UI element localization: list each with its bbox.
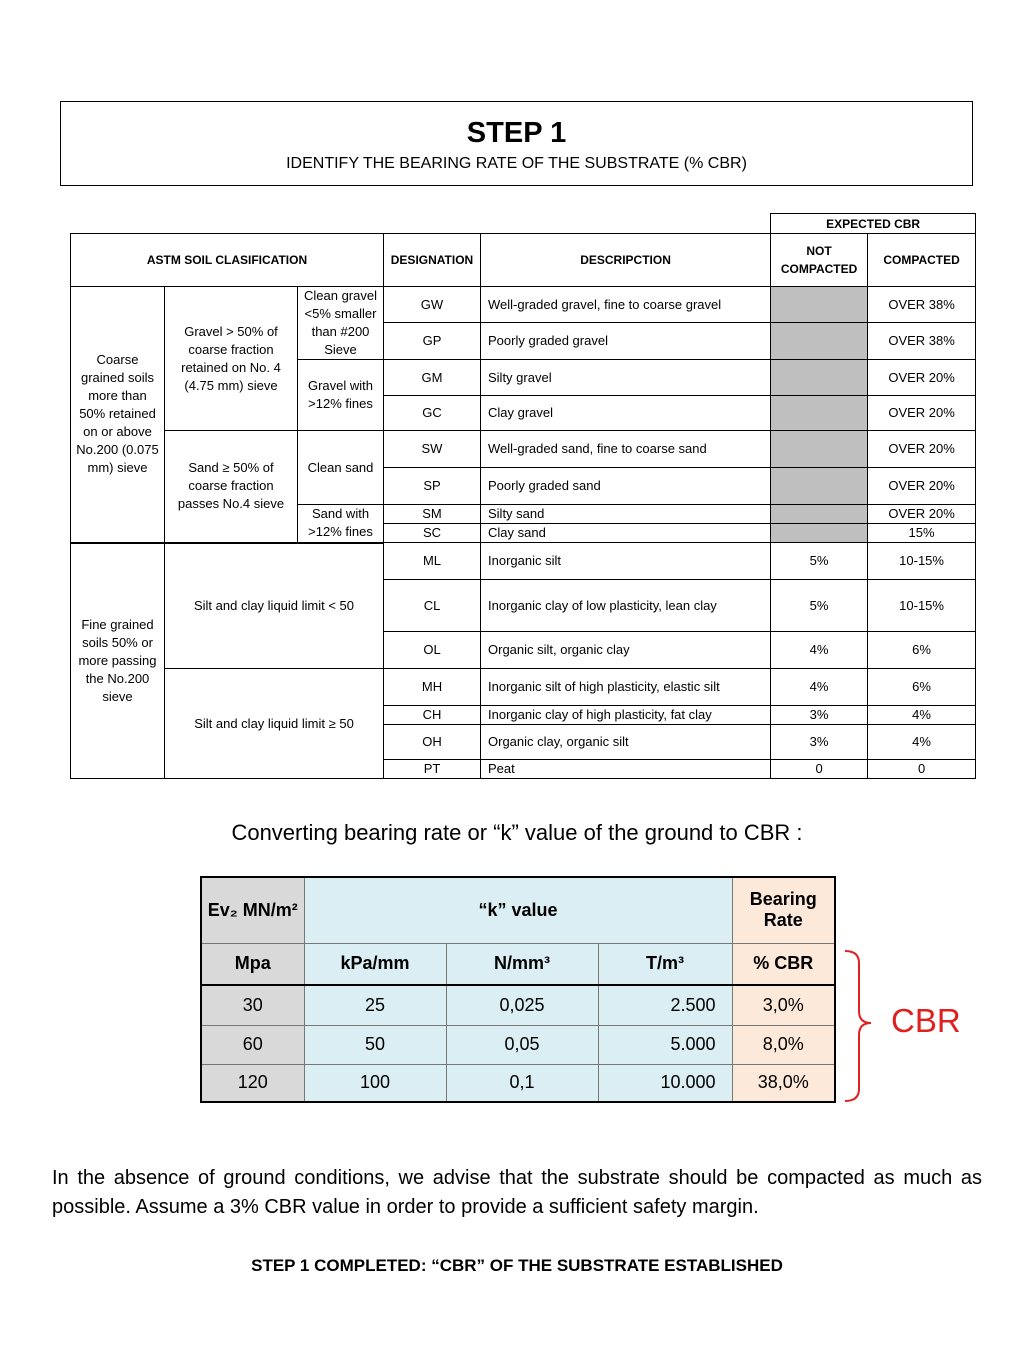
not-compacted-cell (771, 431, 868, 468)
compacted-cell: OVER 20% (868, 431, 976, 468)
description-cell: Clay gravel (481, 396, 771, 431)
k-cell: 2.500 (598, 985, 732, 1025)
designation-cell: CH (384, 706, 481, 725)
designation-cell: SP (384, 468, 481, 505)
designation-cell: CL (384, 580, 481, 632)
compacted-header: COMPACTED (868, 234, 976, 287)
k-cell: 0,05 (446, 1025, 598, 1064)
compacted-cell: 4% (868, 706, 976, 725)
gravel-group: Gravel > 50% of coarse fraction retained on No. 4 (4.75 mm) sieve (165, 287, 298, 431)
not-compacted-cell: 0 (771, 760, 868, 779)
compacted-cell: OVER 38% (868, 323, 976, 360)
not-compacted-cell (771, 323, 868, 360)
description-cell: Silty sand (481, 505, 771, 524)
not-compacted-cell: 5% (771, 543, 868, 580)
description-cell: Inorganic clay of low plasticity, lean clay (481, 580, 771, 632)
unit-mpa: Mpa (201, 943, 304, 985)
soil-classification-table (70, 213, 976, 779)
not-compacted-cell: 4% (771, 669, 868, 706)
k-cell: 100 (304, 1064, 446, 1102)
step-completed-text: STEP 1 COMPLETED: “CBR” OF THE SUBSTRATE ESTABLISHED (251, 1256, 783, 1275)
k-value-header: “k” value (304, 877, 732, 943)
k-cell: 30 (201, 985, 304, 1025)
not-compacted-cell (771, 287, 868, 323)
unit-cbr: % CBR (732, 943, 835, 985)
designation-cell: GC (384, 396, 481, 431)
compacted-cell: OVER 20% (868, 360, 976, 396)
description-cell: Organic silt, organic clay (481, 632, 771, 669)
unit-n-mm3: N/mm³ (446, 943, 598, 985)
astm-header: ASTM SOIL CLASIFICATION (71, 234, 384, 287)
description-cell: Poorly graded sand (481, 468, 771, 505)
designation-cell: SC (384, 524, 481, 543)
compacted-cell: 6% (868, 632, 976, 669)
compacted-cell: OVER 20% (868, 505, 976, 524)
description-cell: Clay sand (481, 524, 771, 543)
compacted-cell: OVER 20% (868, 396, 976, 431)
description-cell: Well-graded sand, fine to coarse sand (481, 431, 771, 468)
k-cell: 5.000 (598, 1025, 732, 1064)
clean-sand-group: Clean sand (298, 431, 384, 505)
designation-cell: GP (384, 323, 481, 360)
designation-cell: OH (384, 725, 481, 760)
ev2-header: Ev₂ MN/m² (201, 877, 304, 943)
compacted-cell: 0 (868, 760, 976, 779)
k-cell: 25 (304, 985, 446, 1025)
description-cell: Inorganic silt of high plasticity, elastic silt (481, 669, 771, 706)
k-cell: 0,025 (446, 985, 598, 1025)
advice-paragraph: In the absence of ground conditions, we advise that the substrate should be compacted as much as possible. Assume a 3% CBR value in order to provide a sufficient safety margin. (52, 1167, 982, 1218)
description-cell: Peat (481, 760, 771, 779)
not-compacted-cell: 4% (771, 632, 868, 669)
k-value-table (200, 876, 836, 1103)
k-cell: 50 (304, 1025, 446, 1064)
expected-cbr-header: EXPECTED CBR (771, 214, 976, 234)
description-cell: Inorganic silt (481, 543, 771, 580)
brace-icon (843, 949, 883, 1105)
bearing-rate-header: Bearing Rate (732, 877, 835, 943)
designation-cell: GW (384, 287, 481, 323)
k-cell: 10.000 (598, 1064, 732, 1102)
compacted-cell: OVER 20% (868, 468, 976, 505)
unit-kpa-mm: kPa/mm (304, 943, 446, 985)
compacted-cell: OVER 38% (868, 287, 976, 323)
designation-cell: PT (384, 760, 481, 779)
coarse-grained-group: Coarse grained soils more than 50% retained on or above No.200 (0.075 mm) sieve (71, 287, 165, 543)
not-compacted-header: NOT COMPACTED (771, 234, 868, 287)
designation-cell: SM (384, 505, 481, 524)
description-cell: Poorly graded gravel (481, 323, 771, 360)
k-cell: 3,0% (732, 985, 835, 1025)
k-cell: 0,1 (446, 1064, 598, 1102)
compacted-cell: 10-15% (868, 543, 976, 580)
silt-clay-high-group: Silt and clay liquid limit ≥ 50 (165, 669, 384, 779)
designation-cell: GM (384, 360, 481, 396)
description-cell: Well-graded gravel, fine to coarse gravel (481, 287, 771, 323)
designation-cell: MH (384, 669, 481, 706)
not-compacted-cell (771, 396, 868, 431)
designation-cell: OL (384, 632, 481, 669)
fine-grained-group: Fine grained soils 50% or more passing the No.200 sieve (71, 543, 165, 779)
description-cell: Inorganic clay of high plasticity, fat clay (481, 706, 771, 725)
compacted-cell: 6% (868, 669, 976, 706)
compacted-cell: 15% (868, 524, 976, 543)
description-cell: Organic clay, organic silt (481, 725, 771, 760)
k-cell: 38,0% (732, 1064, 835, 1102)
designation-cell: SW (384, 431, 481, 468)
step-title: STEP 1 (466, 117, 567, 149)
k-cell: 60 (201, 1025, 304, 1064)
step-subtitle: IDENTIFY THE BEARING RATE OF THE SUBSTRATE (% CBR) (286, 155, 747, 172)
compacted-cell: 10-15% (868, 580, 976, 632)
gravel-fines-group: Gravel with >12% fines (298, 360, 384, 431)
k-cell: 8,0% (732, 1025, 835, 1064)
designation-cell: ML (384, 543, 481, 580)
compacted-cell: 4% (868, 725, 976, 760)
sand-group: Sand ≥ 50% of coarse fraction passes No.4 sieve (165, 431, 298, 543)
not-compacted-cell (771, 505, 868, 524)
not-compacted-cell (771, 360, 868, 396)
description-cell: Silty gravel (481, 360, 771, 396)
conversion-heading: Converting bearing rate or “k” value of the ground to CBR : (231, 820, 803, 845)
not-compacted-cell: 3% (771, 725, 868, 760)
not-compacted-cell (771, 468, 868, 505)
sand-fines-group: Sand with >12% fines (298, 505, 384, 543)
step-header-box (60, 101, 973, 186)
silt-clay-low-group: Silt and clay liquid limit < 50 (165, 543, 384, 669)
designation-header: DESIGNATION (384, 234, 481, 287)
not-compacted-cell: 3% (771, 706, 868, 725)
cbr-label: CBR (891, 1002, 961, 1039)
unit-t-m3: T/m³ (598, 943, 732, 985)
clean-gravel-group: Clean gravel <5% smaller than #200 Sieve (298, 287, 384, 360)
k-cell: 120 (201, 1064, 304, 1102)
not-compacted-cell: 5% (771, 580, 868, 632)
description-header: DESCRIPCTION (481, 234, 771, 287)
not-compacted-cell (771, 524, 868, 543)
